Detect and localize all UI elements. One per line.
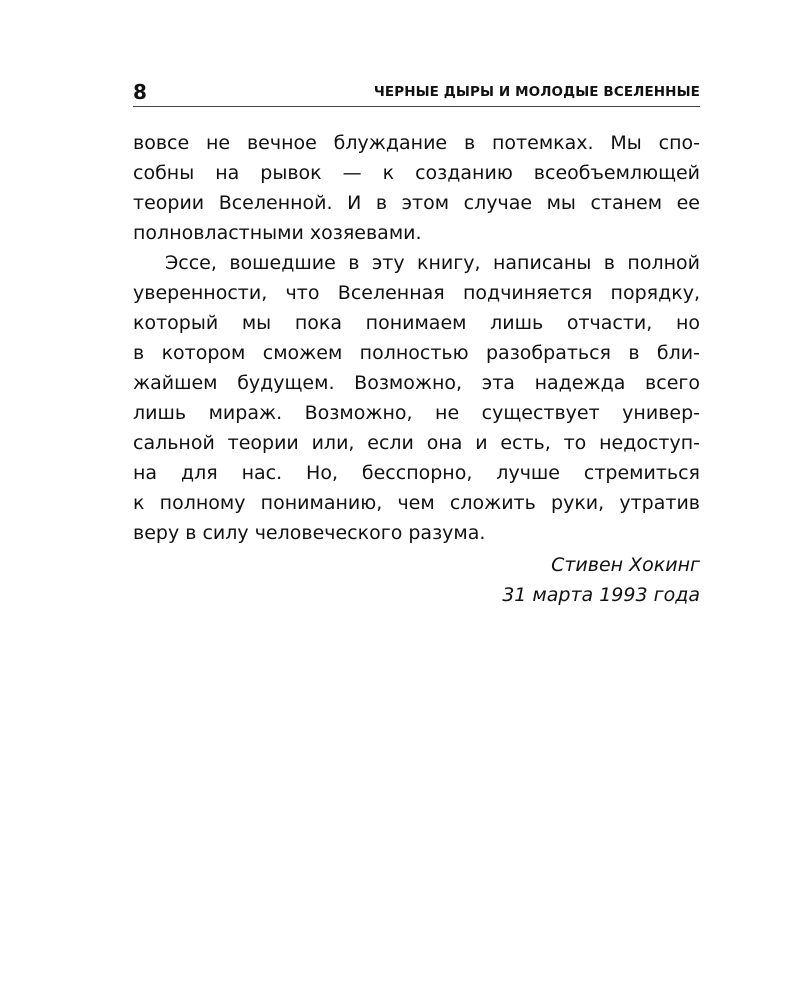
paragraph-2 (133, 248, 700, 548)
running-title: ЧЕРНЫЕ ДЫРЫ И МОЛОДЫЕ ВСЕЛЕННЫЕ (373, 84, 700, 100)
text-line: в котором сможем полностью разобраться в бли- (133, 342, 700, 364)
paragraph-1 (133, 128, 700, 248)
text-line: который мы пока понимаем лишь отчасти, но (133, 312, 700, 334)
text-line: к полному пониманию, чем сложить руки, утратив (133, 492, 700, 514)
body-text (133, 128, 700, 610)
text-line: теории Вселенной. И в этом случае мы станем ее (133, 192, 700, 214)
text-line: сальной теории или, если она и есть, то недоступ- (133, 432, 700, 454)
text-line: уверенности, что Вселенная подчиняется порядку, (133, 282, 700, 304)
text-line: полновластными хозяевами. (133, 222, 422, 244)
page-header (133, 78, 700, 106)
text-line: собны на рывок — к созданию всеобъемлющей (133, 162, 700, 184)
text-line: лишь мираж. Возможно, не существует универ- (133, 402, 700, 424)
text-line: веру в силу человеческого разума. (133, 522, 486, 544)
text-line: вовсе не вечное блуждание в потемках. Мы спо- (133, 132, 700, 154)
signature-date: 31 марта 1993 года (502, 584, 700, 606)
text-line: жайшем будущем. Возможно, эта надежда всего (133, 372, 700, 394)
page-number: 8 (133, 80, 147, 104)
header-divider (133, 106, 700, 107)
signature-author: Стивен Хокинг (551, 554, 700, 576)
text-line: Эссе, вошедшие в эту книгу, написаны в полной (165, 252, 700, 274)
text-line: на для нас. Но, бесспорно, лучше стремиться (133, 462, 700, 484)
